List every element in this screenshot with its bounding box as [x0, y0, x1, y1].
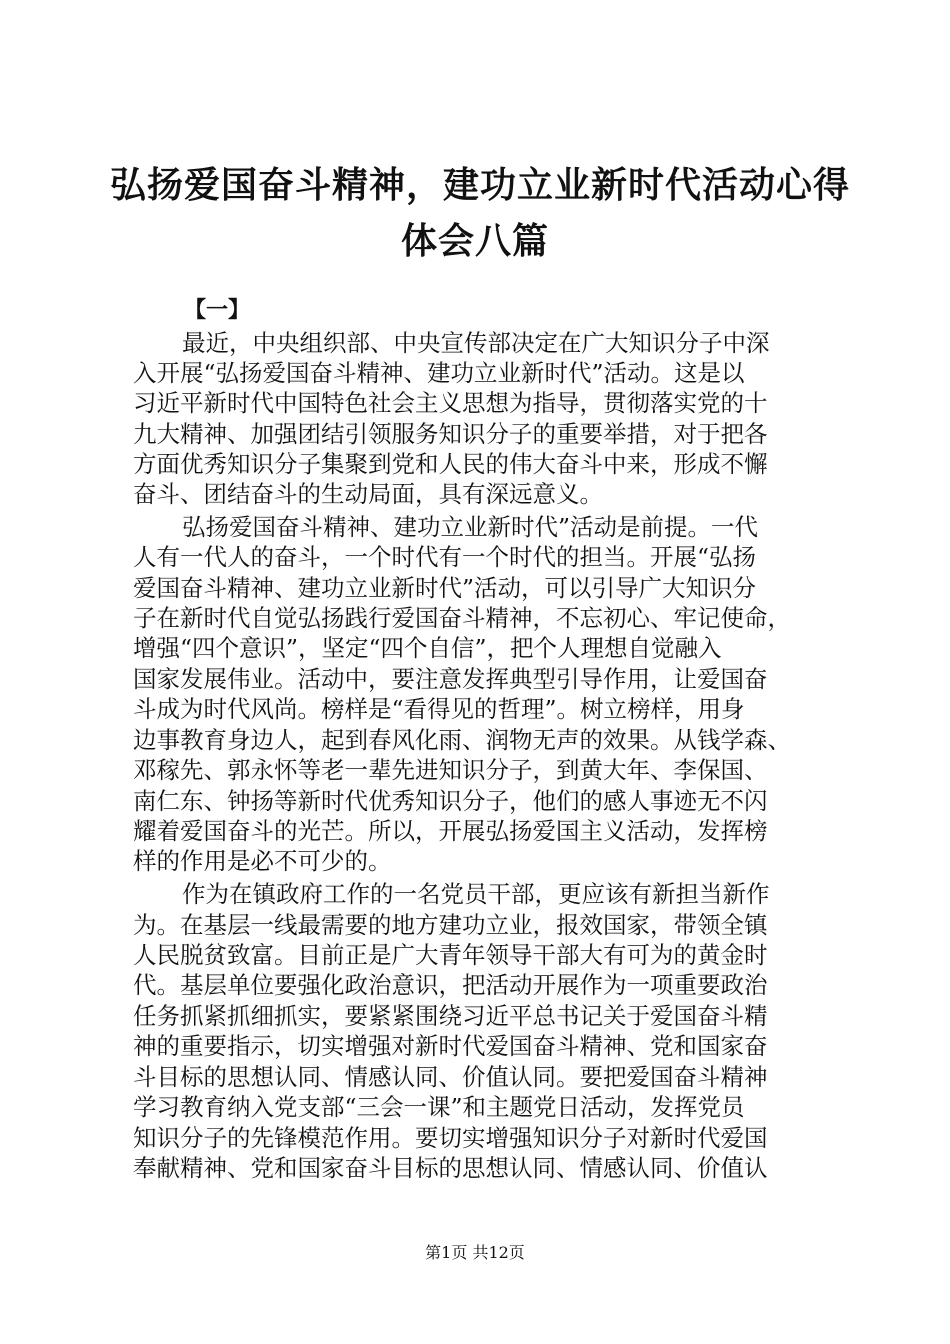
paragraph-line: 神的重要指示，切实增强对新时代爱国奋斗精神、党和国家奋: [133, 1032, 768, 1060]
paragraph-line: 入开展“弘扬爱国奋斗精神、建功立业新时代”活动。这是以: [133, 359, 745, 387]
paragraph-line: 弘扬爱国奋斗精神、建功立业新时代”活动是前提。一代: [182, 513, 759, 541]
paragraph-line: 耀着爱国奋斗的光芒。所以，开展弘扬爱国主义活动，发挥榜: [133, 817, 768, 845]
paragraph-line: 增强“四个意识”，坚定“四个自信”，把个人理想自觉融入: [133, 634, 722, 662]
paragraph-line: 子在新时代自觉弘扬践行爱国奋斗精神，不忘初心、牢记使命，: [133, 604, 791, 632]
paragraph-line: 作为在镇政府工作的一名党员干部，更应该有新担当新作: [182, 880, 770, 908]
paragraph-line: 代。基层单位要强化政治意识，把活动开展作为一项重要政治: [133, 971, 768, 999]
paragraph-line: 最近，中央组织部、中央宣传部决定在广大知识分子中深: [182, 329, 770, 357]
paragraph-line: 奉献精神、党和国家奋斗目标的思想认同、情感认同、价值认: [133, 1154, 768, 1182]
paragraph-line: 南仁东、钟扬等新时代优秀知识分子，他们的感人事迹无不闪: [133, 787, 768, 815]
paragraph-line: 国家发展伟业。活动中，要注意发挥典型引导作用，让爱国奋: [133, 665, 768, 693]
paragraph-line: 人有一代人的奋斗，一个时代有一个时代的担当。开展“弘扬: [133, 543, 757, 571]
paragraph-line: 邓稼先、郭永怀等老一辈先进知识分子，到黄大年、李保国、: [133, 756, 768, 784]
paragraph-line: 斗目标的思想认同、情感认同、价值认同。要把爱国奋斗精神: [133, 1063, 768, 1091]
paragraph-line: 知识分子的先锋模范作用。要切实增强知识分子对新时代爱国: [133, 1124, 768, 1152]
paragraph-line: 边事教育身边人，起到春风化雨、润物无声的效果。从钱学森、: [133, 726, 791, 754]
paragraph-line: 习近平新时代中国特色社会主义思想为指导，贯彻落实党的十: [133, 389, 768, 417]
page-footer: 第1页 共12页: [425, 1243, 525, 1262]
paragraph-line: 九大精神、加强团结引领服务知识分子的重要举措，对于把各: [133, 420, 768, 448]
paragraph-line: 斗成为时代风尚。榜样是“看得见的哲理”。树立榜样，用身: [133, 695, 745, 723]
paragraph-line: 为。在基层一线最需要的地方建功立业，报效国家，带领全镇: [133, 911, 768, 939]
section-heading: 【一】: [184, 297, 251, 323]
paragraph-line: 人民脱贫致富。目前正是广大青年领导干部大有可为的黄金时: [133, 941, 768, 969]
paragraph-line: 样的作用是必不可少的。: [133, 847, 392, 875]
paragraph-line: 奋斗、团结奋斗的生动局面，具有深远意义。: [133, 480, 603, 508]
paragraph-line: 爱国奋斗精神、建功立业新时代”活动，可以引导广大知识分: [133, 574, 757, 602]
document-title-line-1: 弘扬爱国奋斗精神，建功立业新时代活动心得: [110, 165, 851, 206]
paragraph-line: 方面优秀知识分子集聚到党和人民的伟大奋斗中来，形成不懈: [133, 450, 768, 478]
paragraph-line: 任务抓紧抓细抓实，要紧紧围绕习近平总书记关于爱国奋斗精: [133, 1002, 768, 1030]
document-title-line-2: 体会八篇: [400, 221, 549, 262]
paragraph-line: 学习教育纳入党支部“三会一课”和主题党日活动，发挥党员: [133, 1093, 745, 1121]
